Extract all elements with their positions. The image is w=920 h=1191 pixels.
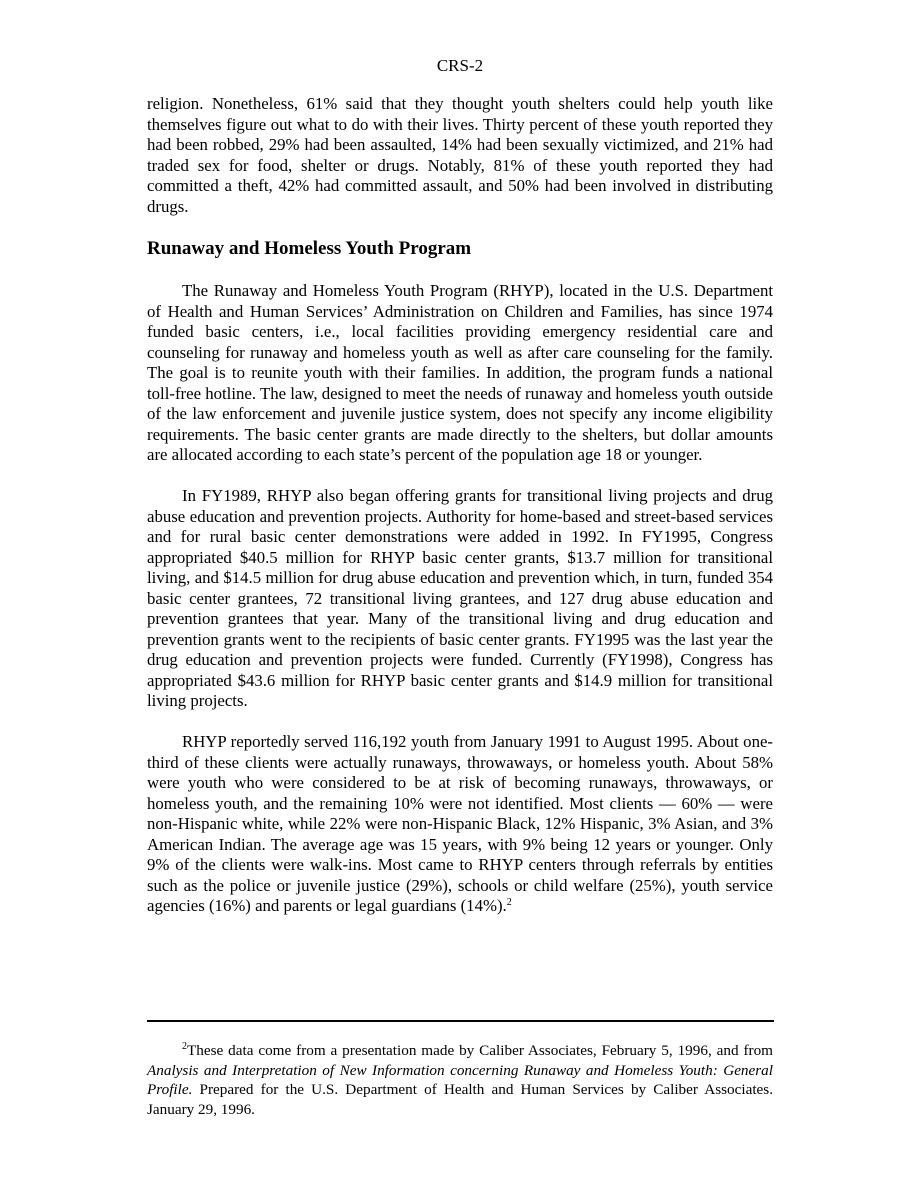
paragraph-spacer [147, 466, 773, 487]
paragraph-rhyp-clients-text: RHYP reportedly served 116,192 youth from January 1991 to August 1995. About one-third of these clients were actually runaways, throwaways, or homeless youth. About 58% were youth who were considered to be at risk of becoming runaways, throwaways, or homeless youth, and the remaining 10% were not identified. Most clients — 60% — were non-Hispanic white, while 22% were non-Hispanic Black, 12% Hispanic, 3% Asian, and 3% American Indian. The average age was 15 years, with 9% being 12 years or younger. Only 9% of the clients were walk-ins. Most came to RHYP centers through referrals by entities such as the police or juvenile justice (29%), schools or child welfare (25%), youth service agencies (16%) and parents or legal guardians (14%). [147, 732, 773, 915]
footnote-text-after: Prepared for the U.S. Department of Health and Human Services by Caliber Associates. January 29, 1996. [147, 1081, 773, 1118]
paragraph-spacer [147, 712, 773, 733]
paragraph-rhyp-overview: The Runaway and Homeless Youth Program (RHYP), located in the U.S. Department of Health and Human Services’ Administration on Children and Families, has since 1974 funded basic centers, i.e., local facilities providing emergency residential care and counseling for runaway and homeless youth as well as after care counseling for the family. The goal is to reunite youth with their families. In addition, the program funds a national toll-free hotline. The law, designed to meet the needs of runaway and homeless youth outside of the law enforcement and juvenile justice system, does not specify any income eligibility requirements. The basic center grants are made directly to the shelters, but dollar amounts are allocated according to each state’s percent of the population age 18 or younger. [147, 281, 773, 464]
paragraph-rhyp-clients [147, 732, 773, 917]
section-heading: Runaway and Homeless Youth Program [147, 238, 472, 259]
footnote-text-before: These data come from a presentation made by Caliber Associates, February 5, 1996, and from [187, 1042, 773, 1059]
main-content [147, 94, 773, 917]
intro-paragraph: religion. Nonetheless, 61% said that they thought youth shelters could help youth like themselves figure out what to do with their lives. Thirty percent of these youth reported they had been robbed, 29% had been assaulted, 14% had been sexually victimized, and 21% had traded sex for food, shelter or drugs. Notably, 81% of these youth reported they had committed a theft, 42% had committed assault, and 50% had been involved in distributing drugs. [147, 94, 773, 216]
footnote-divider [147, 1020, 774, 1022]
paragraph-rhyp-funding: In FY1989, RHYP also began offering grants for transitional living projects and drug abuse education and prevention projects. Authority for home-based and street-based services and for rural basic center demonstrations were added in 1992. In FY1995, Congress appropriated $40.5 million for RHYP basic center grants, $13.7 million for transitional living, and $14.5 million for drug abuse education and prevention which, in turn, funded 354 basic center grantees, 72 transitional living grantees, and 127 drug abuse education and prevention grantees that year. Many of the transitional living and drug education and prevention grants went to the recipients of basic center grants. FY1995 was the last year the drug education and prevention projects were funded. Currently (FY1998), Congress has appropriated $43.6 million for RHYP basic center grants and $14.9 million for transitional living projects. [147, 486, 773, 710]
page-number: CRS-2 [436, 56, 484, 75]
footnote-reference: 2 [506, 897, 512, 908]
footnote-title: Analysis and Interpretation of New Information concerning Runaway and Homeless Youth: General Profile. [147, 1061, 773, 1098]
footnote [147, 1041, 773, 1119]
footnote-marker: 2 [182, 1041, 187, 1052]
